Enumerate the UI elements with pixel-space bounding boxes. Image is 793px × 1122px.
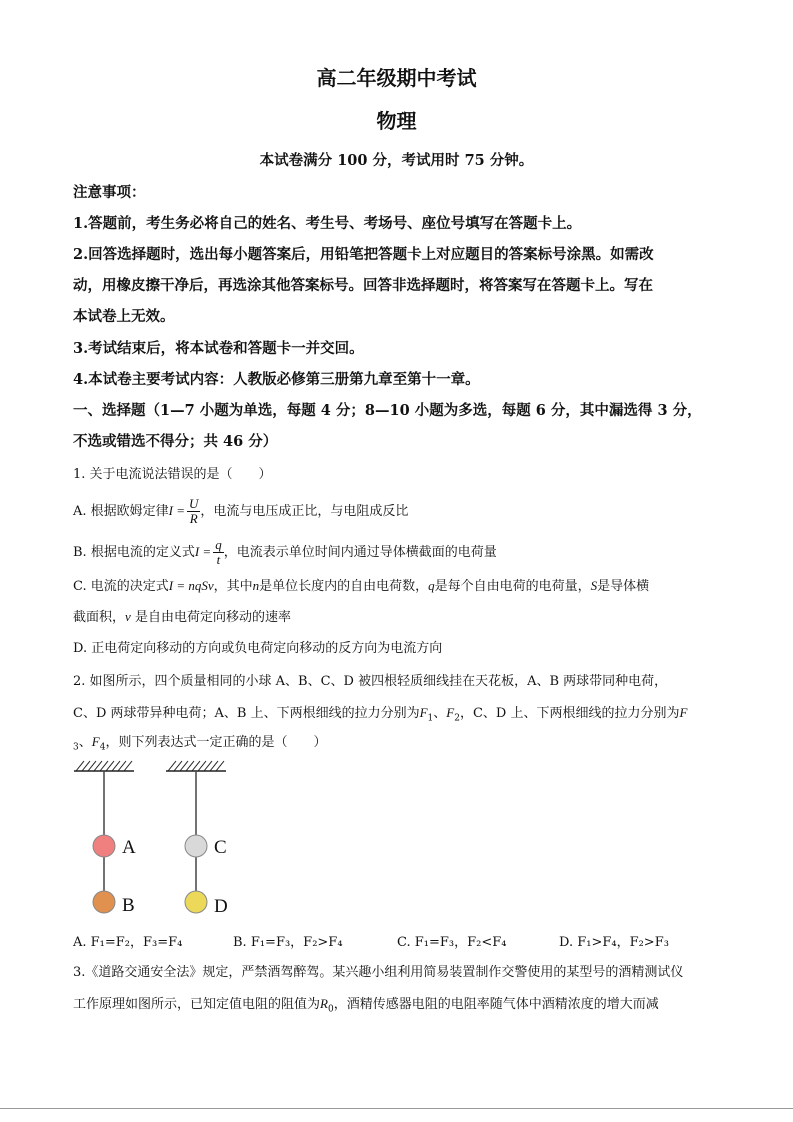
q2-option-a: A. F₁=F₂，F₃=F₄ [73, 935, 183, 950]
q2-line-3: $_3$、$F_4$，则下列表达式一定正确的是（ ） [73, 734, 327, 753]
page-bottom-divider [0, 1108, 793, 1109]
q1-a-fraction: $\frac{U}{R}$ [189, 496, 199, 526]
pendulum-diagram [70, 755, 250, 925]
q1-option-d: D. 正电荷定向移动的方向或负电荷定向移动的反方向为电流方向 [73, 641, 443, 656]
label-c: C [214, 837, 227, 858]
q2-line-2: C、D 两球带异种电荷；A、B 上、下两根细线的拉力分别为$F_1$、$F_2$，C、D 上、下两根细线的拉力分别为F [73, 705, 688, 724]
exam-title: 高二年级期中考试 [316, 66, 477, 90]
q1-option-a: A. 根据欧姆定律I = $\frac{U}{R}$ ，电流与电压成正比，与电阻成反比 [73, 496, 409, 526]
label-b: B [122, 895, 135, 916]
section-1-line-1: 一、选择题（1—7 小题为单选，每题 4 分；8—10 小题为多选，每题 6 分，其中漏选得 3 分， [73, 402, 702, 419]
subject-title: 物理 [376, 109, 417, 133]
note-2-line-1: 2.回答选择题时，选出每小题答案后，用铅笔把答题卡上对应题目的答案标号涂黑。如需改 [73, 246, 654, 263]
q2-line-1: 2. 如图所示，四个质量相同的小球 A、B、C、D 被四根轻质细线挂在天花板，A、B 两球带同种电荷， [73, 674, 668, 689]
q2-option-b: B. F₁=F₃，F₂>F₄ [233, 935, 343, 950]
note-2-line-2: 动，用橡皮擦干净后，再选涂其他答案标号。回答非选择题时，将答案写在答题卡上。写在 [73, 277, 653, 294]
label-a: A [122, 837, 136, 858]
label-d: D [214, 896, 228, 917]
ball-a [93, 835, 115, 857]
q1-option-c-line-1: C. 电流的决定式I = nqSv，其中n是单位长度内的自由电荷数，q是每个自由电荷的电荷量，S是导体横 [73, 578, 650, 594]
ball-b [93, 891, 115, 913]
q1-b-fraction: $\frac{q}{t}$ [215, 537, 222, 567]
section-1-line-2: 不选或错选不得分；共 46 分） [73, 433, 278, 450]
q2-option-c: C. F₁=F₃，F₂<F₄ [397, 935, 507, 950]
note-4: 4.本试卷主要考试内容：人教版必修第三册第九章至第十一章。 [73, 371, 480, 388]
q3-line-1: 3.《道路交通安全法》规定，严禁酒驾醉驾。某兴趣小组利用简易装置制作交警使用的某型号的酒精测试仪 [73, 965, 684, 980]
q1-option-c-line-2: 截面积，v 是自由电荷定向移动的速率 [73, 609, 291, 625]
note-2-line-3: 本试卷上无效。 [73, 308, 175, 325]
q3-line-2: 工作原理如图所示，已知定值电阻的阻值为$R_0$，酒精传感器电阻的电阻率随气体中酒精浓度的增大而减 [73, 996, 659, 1015]
q2-option-d: D. F₁>F₄，F₂>F₃ [559, 935, 669, 950]
q1-stem: 1. 关于电流说法错误的是（ ） [73, 467, 272, 482]
note-3: 3.考试结束后，将本试卷和答题卡一并交回。 [73, 340, 364, 357]
exam-info: 本试卷满分 100 分，考试用时 75 分钟。 [259, 152, 534, 169]
notes-heading: 注意事项： [73, 184, 146, 201]
ceiling-right [166, 761, 226, 771]
ball-d [185, 891, 207, 913]
note-1: 1.答题前，考生务必将自己的姓名、考生号、考场号、座位号填写在答题卡上。 [73, 215, 582, 232]
ball-c [185, 835, 207, 857]
ceiling-left [74, 761, 134, 771]
q1-option-b: B. 根据电流的定义式I = $\frac{q}{t}$ ，电流表示单位时间内通过导体横截面的电荷量 [73, 537, 497, 567]
